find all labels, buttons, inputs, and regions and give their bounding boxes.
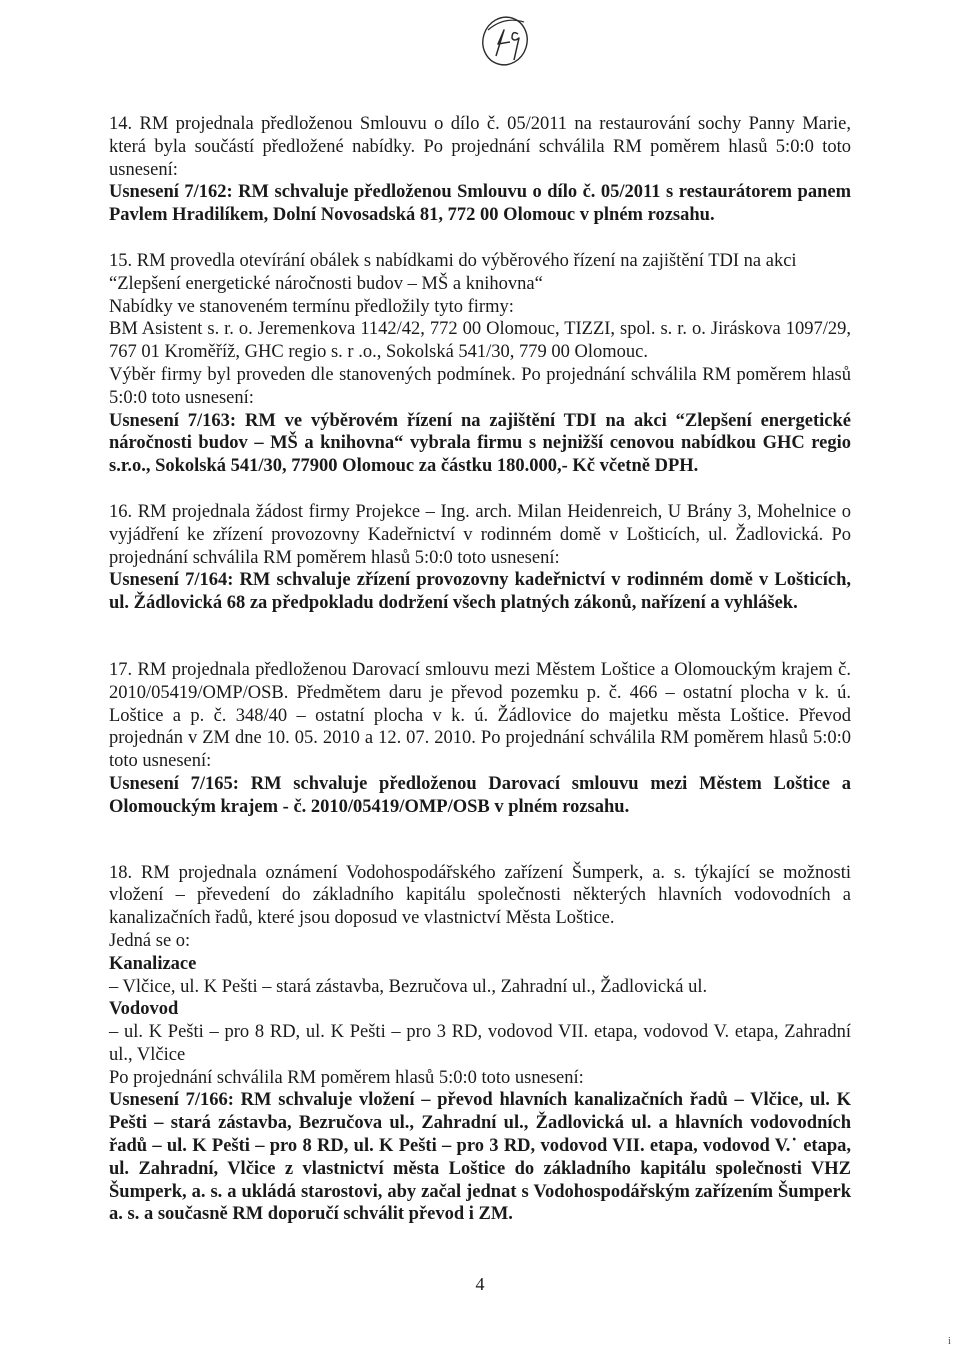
section-14 — [109, 113, 851, 227]
handwritten-page-stamp-icon — [474, 8, 536, 70]
section-15-vote: Výběr firmy byl proveden dle stanovených podmínek. Po projednání schválila RM poměrem hlasů 5:0:0 toto usnesení: — [109, 364, 851, 408]
section-16-body: 16. RM projednala žádost firmy Projekce – Ing. arch. Milan Heidenreich, U Brány 3, Mohelnice o vyjádření ke zřízení provozovny Kadeřnictví v rodinném domě v Lošticích, ul. Žadlovická. Po projednání schválila RM poměrem hlasů 5:0:0 toto usnesení: — [109, 501, 851, 568]
section-18-intro: Jedná se o: — [109, 930, 191, 951]
section-18-water-list: – ul. K Pešti – pro 8 RD, ul. K Pešti – pro 3 RD, vodovod VII. etapa, vodovod V. etapa, Zahradní ul., Vlčice — [109, 1022, 851, 1065]
resolution-7-165: Usnesení 7/165: RM schvaluje předloženou Darovací smlouvu mezi Městem Loštice a Olomouckým krajem - č. 2010/05419/OMP/OSB v plném rozsahu. — [109, 773, 851, 817]
section-17 — [109, 659, 851, 819]
section-15 — [109, 250, 851, 478]
section-15-project-name: “Zlepšení energetické náročnosti budov – MŠ a knihovna“ — [109, 273, 543, 294]
section-18-body: 18. RM projednala oznámení Vodohospodářského zařízení Šumperk, a. s. týkající se možnosti vložení – převedení do základního kapitálu společnosti některých hlavních vodovodních a kanalizačních řadů, které jsou doposud ve vlastnictví Města Loštice. — [109, 862, 851, 929]
section-17-body: 17. RM projednala předloženou Darovací smlouvu mezi Městem Loštice a Olomouckým krajem č. 2010/05419/OMP/OSB. Předmětem daru je převod pozemku p. č. 466 – ostatní plocha v k. ú. Loštice a p. č. 348/40 – ostatní plocha v k. ú. Žádlovice do majetku města Loštice. Převod projednán v ZM dne 10. 05. 2010 a 12. 07. 2010. Po projednání schválila RM poměrem hlasů 5:0:0 toto usnesení: — [109, 659, 851, 772]
section-18 — [109, 862, 851, 1227]
section-18-sewer-heading: Kanalizace — [109, 953, 197, 974]
document-body — [109, 113, 851, 1226]
section-16 — [109, 501, 851, 615]
page-number: 4 — [475, 1274, 485, 1294]
resolution-7-166: Usnesení 7/166: RM schvaluje vložení – převod hlavních kanalizačních řadů – Vlčice, ul. K Pešti – stará zástavba, Bezručova ul., Zahradní ul., Žadlovická ul. a hlavních vodovodních řadů – ul. K Pešti – pro 8 RD, ul. K Pešti – pro 3 RD, vodovod VII. etapa, vodovod V.˙ etapa, ul. Zahradní, Vlčice z vlastnictví města Loštice do základního kapitálu společnosti VHZ Šumperk, a. s. a ukládá starostovi, aby začal jednat s Vodohospodářským zařízením Šumperk a. s. a současně RM doporučí schválit převod i ZM. — [109, 1090, 851, 1225]
section-18-water-heading: Vodovod — [109, 999, 179, 1020]
resolution-7-162: Usnesení 7/162: RM schvaluje předloženou Smlouvu o dílo č. 05/2011 s restaurátorem panem Pavlem Hradilíkem, Dolní Novosadská 81, 772 00 Olomouc v plném rozsahu. — [109, 182, 851, 226]
margin-mark: i — [948, 1336, 951, 1347]
section-18-vote: Po projednání schválila RM poměrem hlasů 5:0:0 toto usnesení: — [109, 1067, 584, 1088]
section-18-sewer-list: – Vlčice, ul. K Pešti – stará zástavba, Bezručova ul., Zahradní ul., Žadlovická ul. — [109, 976, 708, 997]
section-15-intro: 15. RM provedla otevírání obálek s nabídkami do výběrového řízení na zajištění TDI na akci — [109, 250, 797, 271]
section-15-bidders-list: BM Asistent s. r. o. Jeremenkova 1142/42, 772 00 Olomouc, TIZZI, spol. s. r. o. Jiráskova 1097/29, 767 01 Kroměříž, GHC regio s. r .o., Sokolská 541/30, 779 00 Olomouc. — [109, 319, 851, 363]
section-15-bidders-intro: Nabídky ve stanoveném termínu předložily tyto firmy: — [109, 296, 514, 317]
resolution-7-163: Usnesení 7/163: RM ve výběrovém řízení na zajištění TDI na akci “Zlepšení energetické náročnosti budov – MŠ a knihovna“ vybrala firmu s nejnižší cenovou nabídkou GHC regio s.r.o., Sokolská 541/30, 77900 Olomouc za částku 180.000,- Kč včetně DPH. — [109, 410, 851, 477]
section-14-body: 14. RM projednala předloženou Smlouvu o dílo č. 05/2011 na restaurování sochy Panny Marie, která byla součástí předložené nabídky. Po projednání schválila RM poměrem hlasů 5:0:0 toto usnesení: — [109, 114, 851, 180]
resolution-7-164: Usnesení 7/164: RM schvaluje zřízení provozovny kadeřnictví v rodinném domě v Lošticích, ul. Žádlovická 68 za předpokladu dodržení všech platných zákonů, nařízení a vyhlášek. — [109, 570, 851, 614]
